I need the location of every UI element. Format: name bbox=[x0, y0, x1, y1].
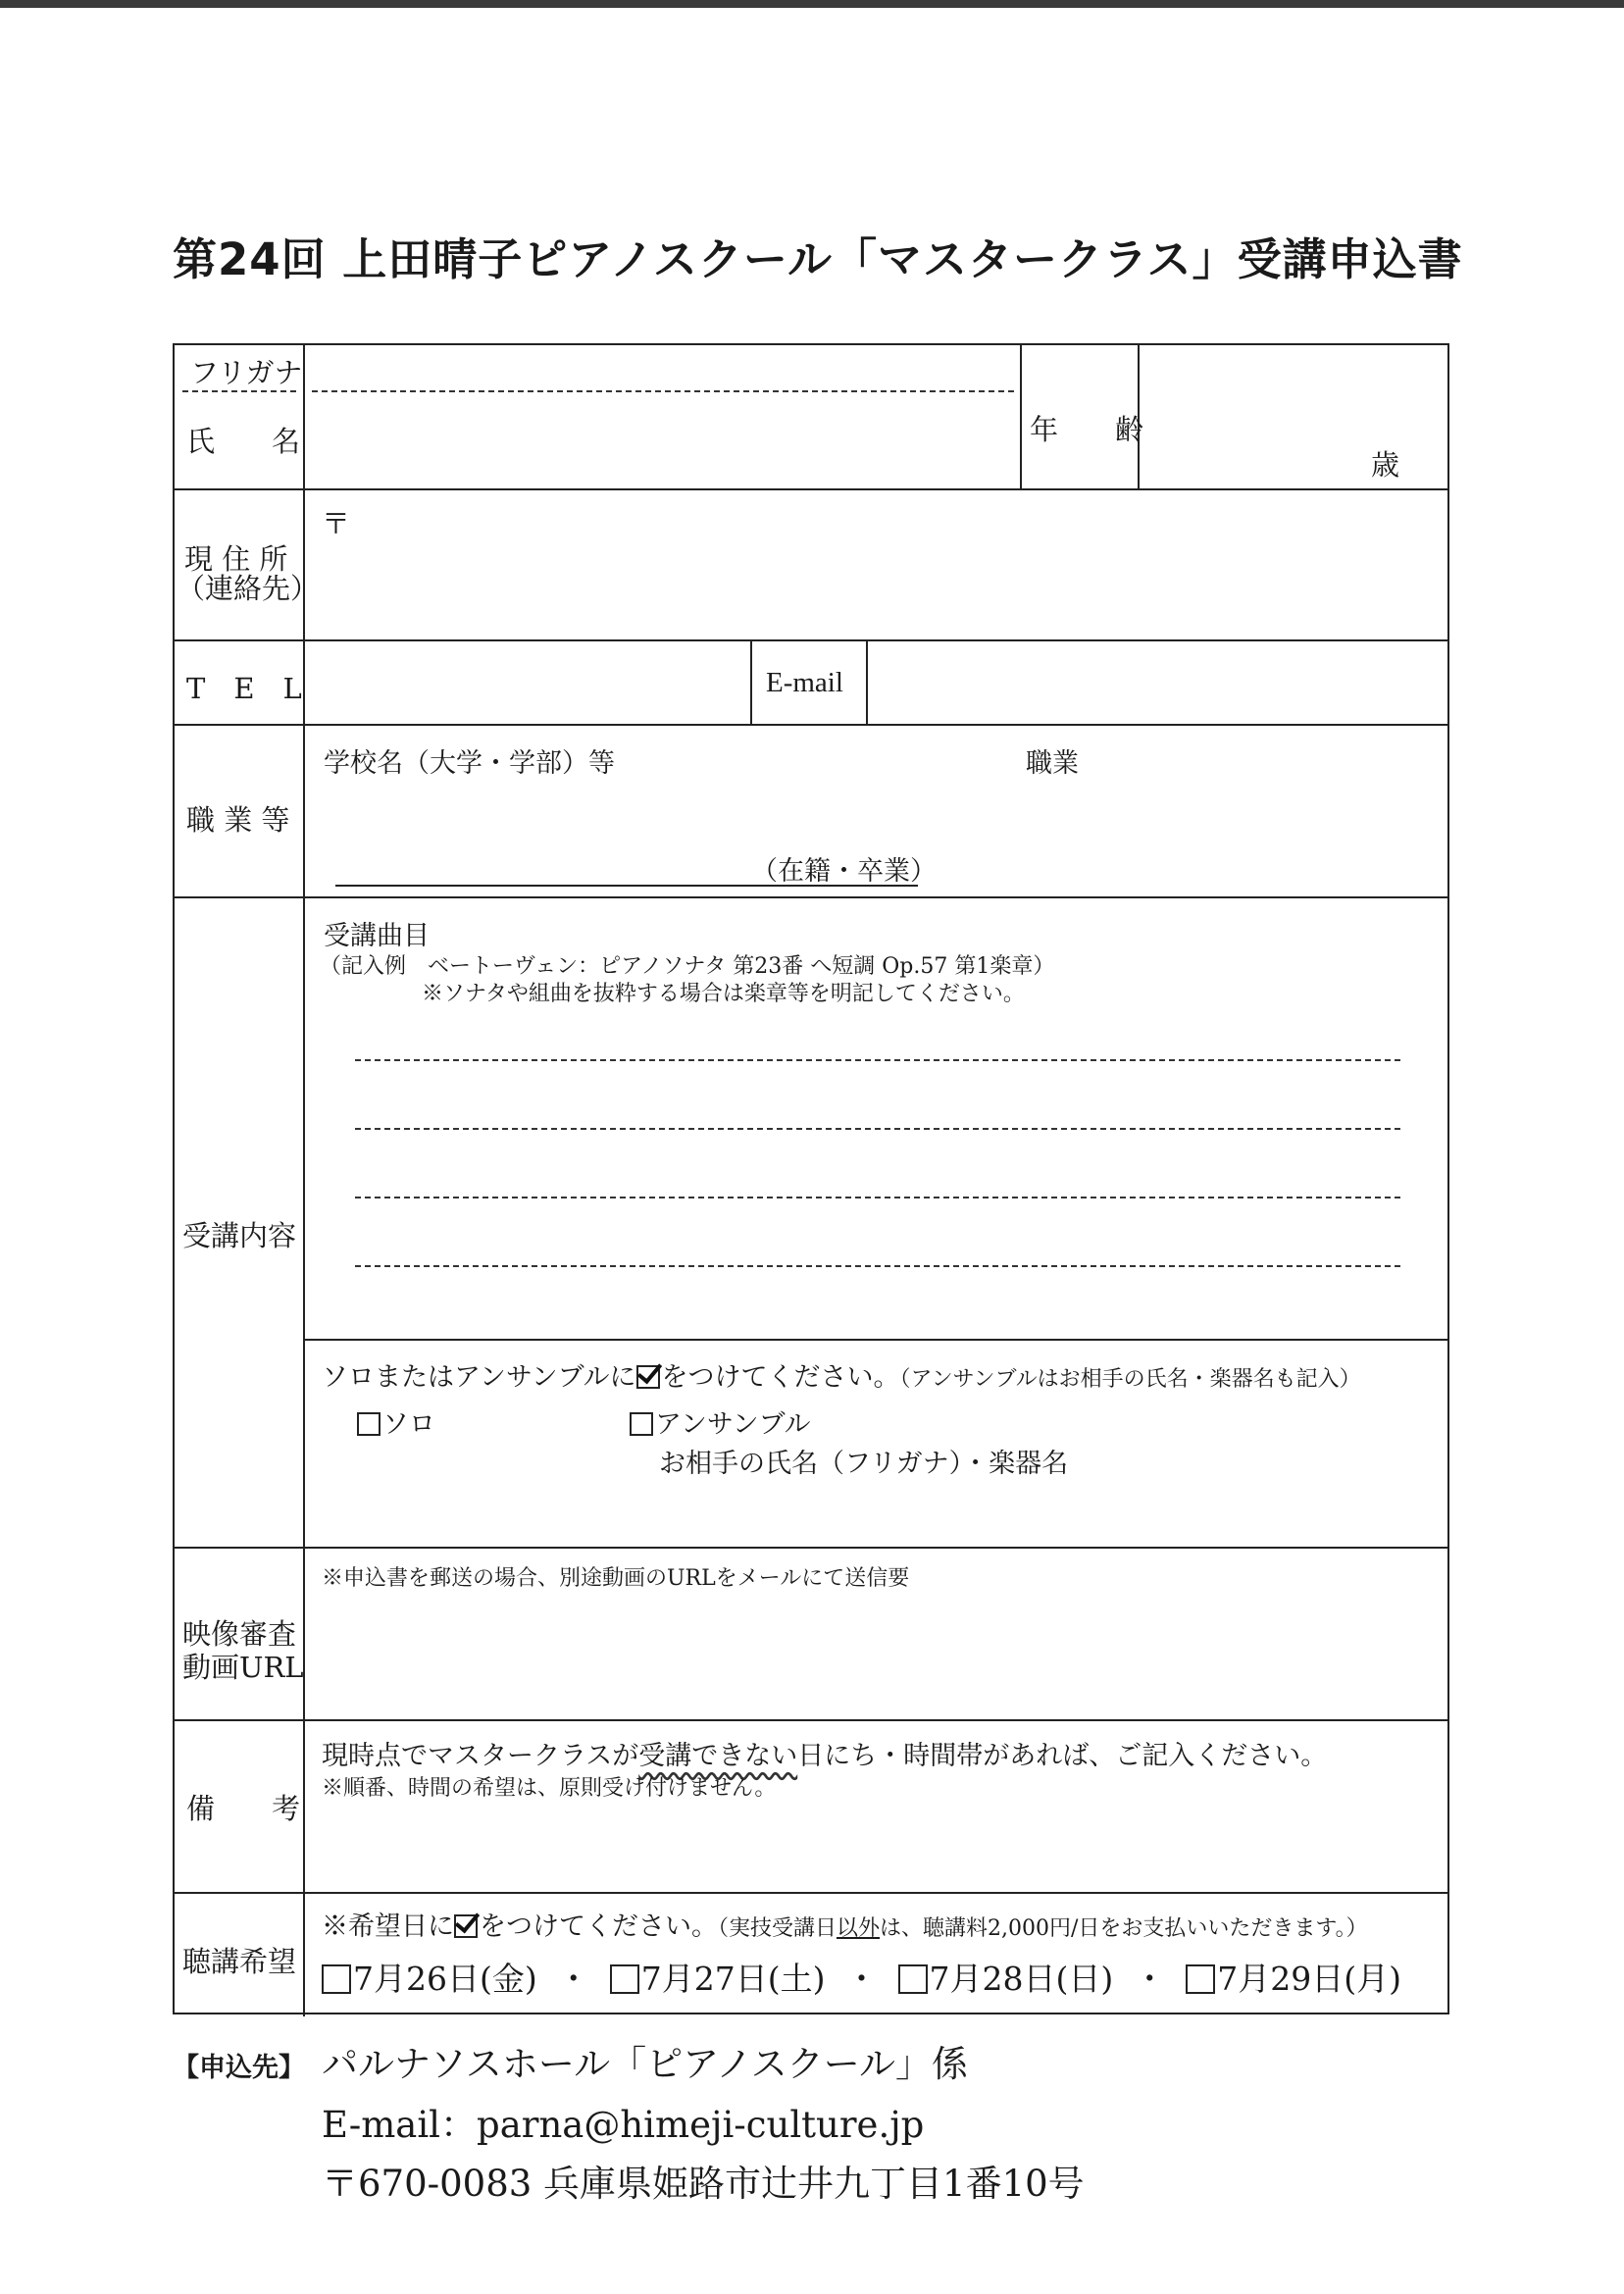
footer-org: パルナソスホール「ピアノスクール」係 bbox=[322, 2043, 968, 2085]
footer-email[interactable]: E-mail：parna@himeji-culture.jp bbox=[322, 2104, 925, 2146]
solo-checkbox[interactable] bbox=[357, 1412, 381, 1436]
check-sample-icon bbox=[454, 1914, 478, 1938]
video-note: ※申込書を郵送の場合、別途動画のURLをメールにて送信要 bbox=[322, 1566, 910, 1591]
occupation-label: 職 業 等 bbox=[186, 803, 290, 837]
check-sample-icon bbox=[636, 1365, 660, 1389]
job-label: 職業 bbox=[1026, 748, 1079, 779]
postal-mark: 〒 bbox=[322, 507, 351, 540]
email-label: E-mail bbox=[766, 667, 843, 698]
audit-dates: 7月26日(金) ・ 7月27日(土) ・ 7月28日(日) ・ 7月29日(月) bbox=[322, 1954, 1401, 2000]
partner-label: お相手の氏名（フリガナ）・楽器名 bbox=[659, 1449, 1069, 1479]
ensemble-option[interactable]: アンサンブル bbox=[630, 1402, 811, 1441]
footer-label: 【申込先】 bbox=[173, 2053, 305, 2083]
audit-date-checkbox[interactable] bbox=[322, 1964, 351, 1994]
solo-option[interactable]: ソロ bbox=[357, 1402, 435, 1441]
audit-date-option[interactable]: 7月26日(金) bbox=[322, 1960, 537, 1998]
piece-example: （記入例 ベートーヴェン：ピアノソナタ 第23番 へ短調 Op.57 第1楽章） bbox=[320, 954, 1055, 979]
audit-date-option[interactable]: 7月27日(土) bbox=[610, 1960, 826, 1998]
lesson-content-label: 受講内容 bbox=[182, 1219, 297, 1252]
audit-date-option[interactable]: 7月28日(日) bbox=[898, 1960, 1114, 1998]
school-label: 学校名（大学・学部）等 bbox=[324, 748, 615, 779]
audit-date-checkbox[interactable] bbox=[898, 1964, 928, 1994]
tel-label: T E L bbox=[186, 672, 302, 705]
scan-top-edge bbox=[0, 0, 1624, 8]
ensemble-checkbox[interactable] bbox=[630, 1412, 653, 1436]
video-review-label: 映像審査 bbox=[182, 1617, 297, 1651]
audit-instruction: ※希望日に をつけてください。（実技受講日以外は、聴講料2,000円/日をお支払いいただきます。） bbox=[322, 1912, 1368, 1942]
furigana-label: フリガナ bbox=[190, 356, 303, 389]
page-title: 第24回 上田晴子ピアノスクール「マスタークラス」受講申込書 bbox=[173, 233, 1463, 285]
audit-label: 聴講希望 bbox=[182, 1945, 297, 1978]
address-label: 現 住 所 bbox=[184, 542, 288, 576]
audit-date-checkbox[interactable] bbox=[1186, 1964, 1215, 1994]
name-label: 氏 名 bbox=[186, 425, 301, 458]
enrollment-status-label: （在籍・卒業） bbox=[751, 856, 937, 887]
remarks-label: 備 考 bbox=[186, 1792, 301, 1825]
pieces-label: 受講曲目 bbox=[324, 921, 430, 951]
remarks-note: ※順番、時間の希望は、原則受け付けません。 bbox=[322, 1776, 777, 1801]
application-form bbox=[173, 343, 1449, 2014]
audit-date-checkbox[interactable] bbox=[610, 1964, 639, 1994]
age-unit: 歳 bbox=[1371, 448, 1400, 482]
solo-ensemble-instruction: ソロまたはアンサンブルに をつけてください。（アンサンブルはお相手の氏名・楽器名も記入） bbox=[322, 1362, 1361, 1393]
remarks-text: 現時点でマスタークラスが受講できない日にち・時間帯があれば、ご記入ください。 bbox=[322, 1741, 1328, 1771]
video-url-label: 動画URL bbox=[182, 1651, 304, 1684]
age-label: 年 齢 bbox=[1030, 413, 1144, 446]
piece-note: ※ソナタや組曲を抜粋する場合は楽章等を明記してください。 bbox=[422, 982, 1025, 1006]
audit-date-option[interactable]: 7月29日(月) bbox=[1186, 1960, 1401, 1998]
footer-address: 〒670-0083 兵庫県姫路市辻井九丁目1番10号 bbox=[322, 2163, 1085, 2205]
address-label-contact: （連絡先） bbox=[177, 572, 320, 605]
